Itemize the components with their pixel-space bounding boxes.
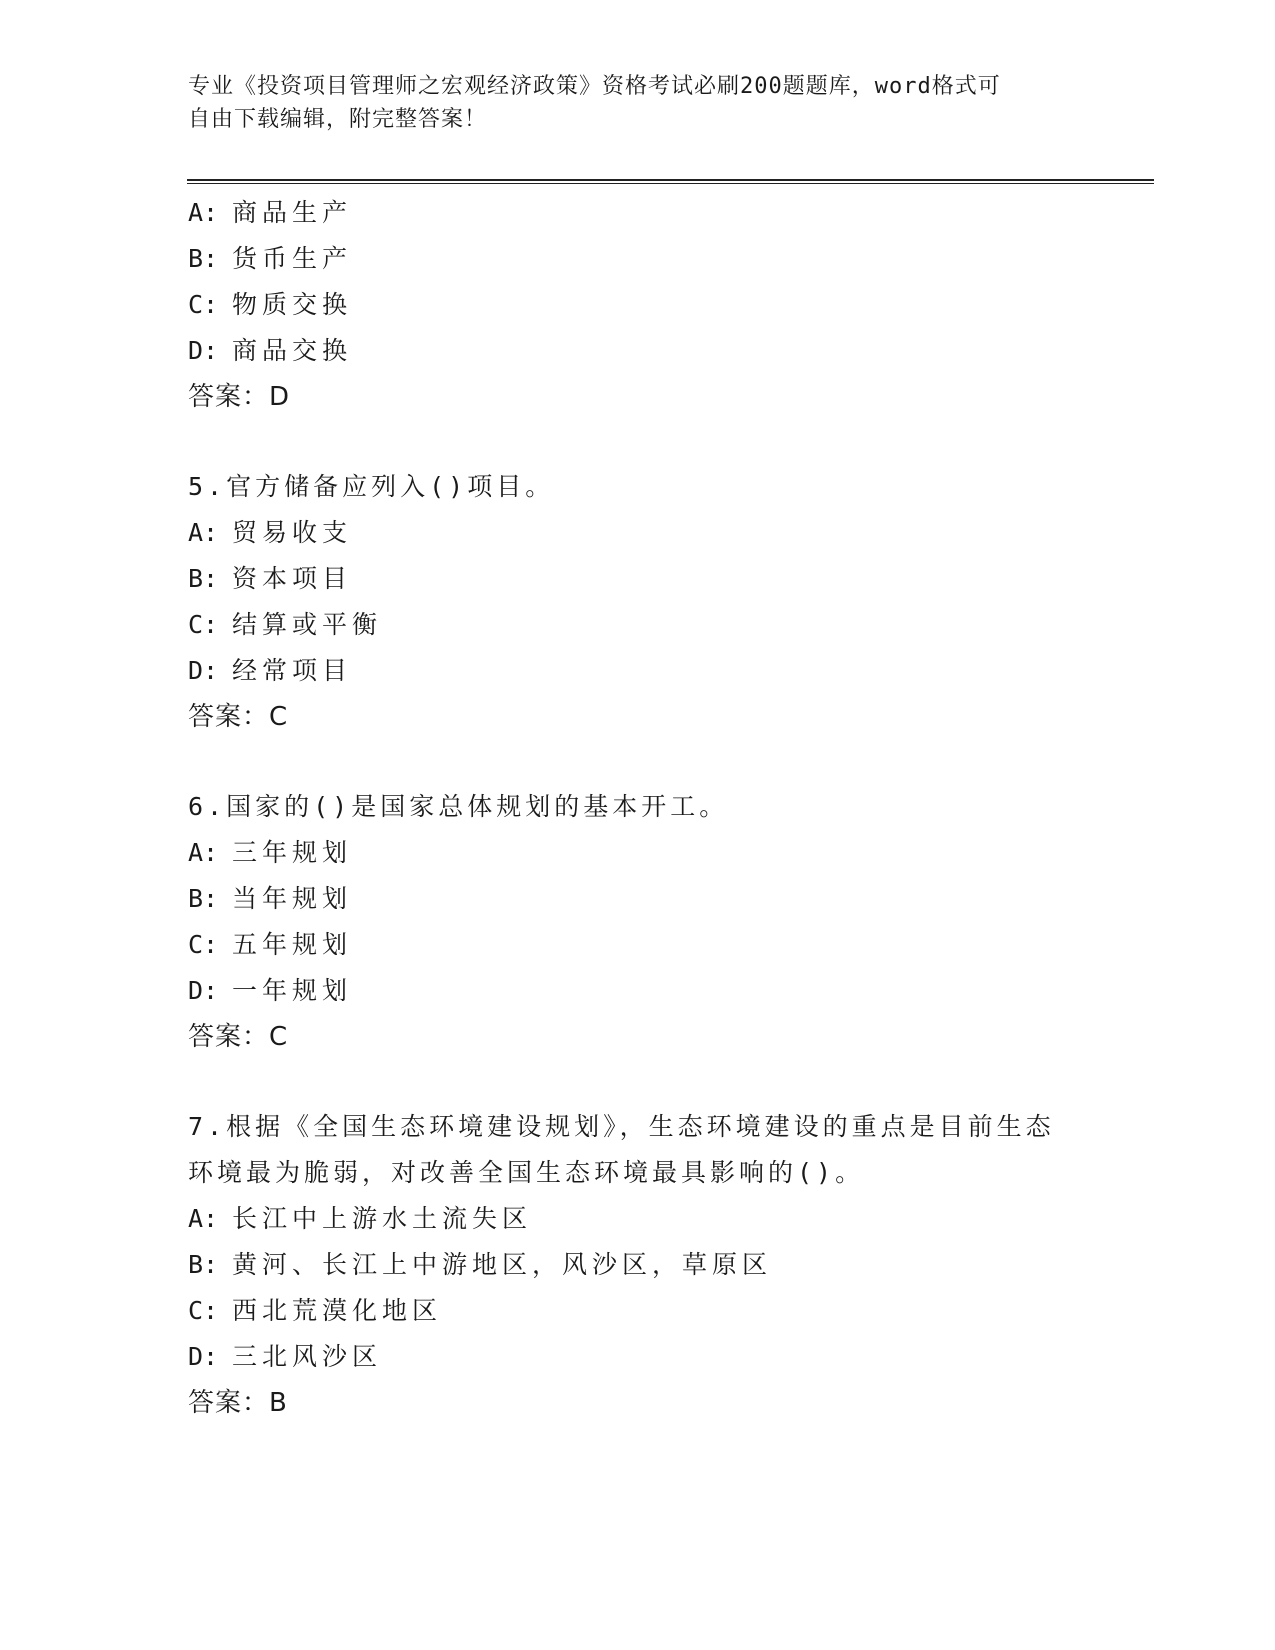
option-letter: D: — [188, 336, 219, 365]
option-b — [188, 1242, 1088, 1288]
option-b — [188, 236, 1088, 282]
option-text: 西北荒漠化地区 — [232, 1296, 443, 1325]
option-letter: C: — [188, 610, 219, 639]
option-a — [188, 830, 1088, 876]
option-d — [188, 648, 1088, 694]
option-text: 货币生产 — [232, 244, 353, 273]
option-a — [188, 190, 1088, 236]
option-letter: A: — [188, 198, 219, 227]
question-text: 6.国家的()是国家总体规划的基本开工。 — [188, 792, 729, 821]
answer: 答案：C — [188, 1022, 289, 1052]
option-d — [188, 1334, 1088, 1380]
option-letter: B: — [188, 1250, 219, 1279]
document-header — [188, 70, 1068, 136]
option-text: 结算或平衡 — [232, 610, 383, 639]
question-list — [188, 190, 1088, 1426]
question-block-7 — [188, 1104, 1088, 1426]
question-block-6 — [188, 784, 1088, 1060]
option-text: 贸易收支 — [232, 518, 353, 547]
header-line-1: 专业《投资项目管理师之宏观经济政策》资格考试必刷200题题库，word格式可 — [188, 74, 1001, 99]
question-block-5 — [188, 464, 1088, 740]
option-text: 商品生产 — [232, 198, 353, 227]
option-c — [188, 922, 1088, 968]
option-letter: A: — [188, 1204, 219, 1233]
option-text: 资本项目 — [232, 564, 353, 593]
option-letter: C: — [188, 1296, 219, 1325]
option-b — [188, 556, 1088, 602]
option-a — [188, 1196, 1088, 1242]
answer: 答案：D — [188, 382, 291, 412]
option-letter: D: — [188, 656, 219, 685]
option-b — [188, 876, 1088, 922]
header-line-2: 自由下载编辑，附完整答案！ — [188, 107, 488, 132]
option-c — [188, 602, 1088, 648]
option-text: 一年规划 — [232, 976, 353, 1005]
option-text: 经常项目 — [232, 656, 353, 685]
option-text: 长江中上游水土流失区 — [232, 1204, 533, 1233]
option-text: 三北风沙区 — [232, 1342, 383, 1371]
option-text: 物质交换 — [232, 290, 353, 319]
option-letter: A: — [188, 838, 219, 867]
option-text: 当年规划 — [232, 884, 353, 913]
answer: 答案：B — [188, 1388, 288, 1418]
option-letter: B: — [188, 884, 219, 913]
option-a — [188, 510, 1088, 556]
option-text: 五年规划 — [232, 930, 353, 959]
option-letter: B: — [188, 244, 219, 273]
option-text: 黄河、长江上中游地区，风沙区，草原区 — [232, 1250, 773, 1279]
option-d — [188, 968, 1088, 1014]
question-text-line-1: 7.根据《全国生态环境建设规划》，生态环境建设的重点是目前生态 — [188, 1112, 1055, 1141]
option-letter: A: — [188, 518, 219, 547]
option-letter: B: — [188, 564, 219, 593]
answer: 答案：C — [188, 702, 289, 732]
option-letter: C: — [188, 930, 219, 959]
question-block-4 — [188, 190, 1088, 420]
question-text: 5.官方储备应列入()项目。 — [188, 472, 555, 501]
header-divider — [187, 179, 1154, 184]
option-letter: C: — [188, 290, 219, 319]
question-text-line-2: 环境最为脆弱，对改善全国生态环境最具影响的()。 — [188, 1158, 865, 1187]
option-letter: D: — [188, 976, 219, 1005]
option-d — [188, 328, 1088, 374]
option-text: 三年规划 — [232, 838, 353, 867]
option-c — [188, 1288, 1088, 1334]
option-c — [188, 282, 1088, 328]
option-letter: D: — [188, 1342, 219, 1371]
option-text: 商品交换 — [232, 336, 353, 365]
